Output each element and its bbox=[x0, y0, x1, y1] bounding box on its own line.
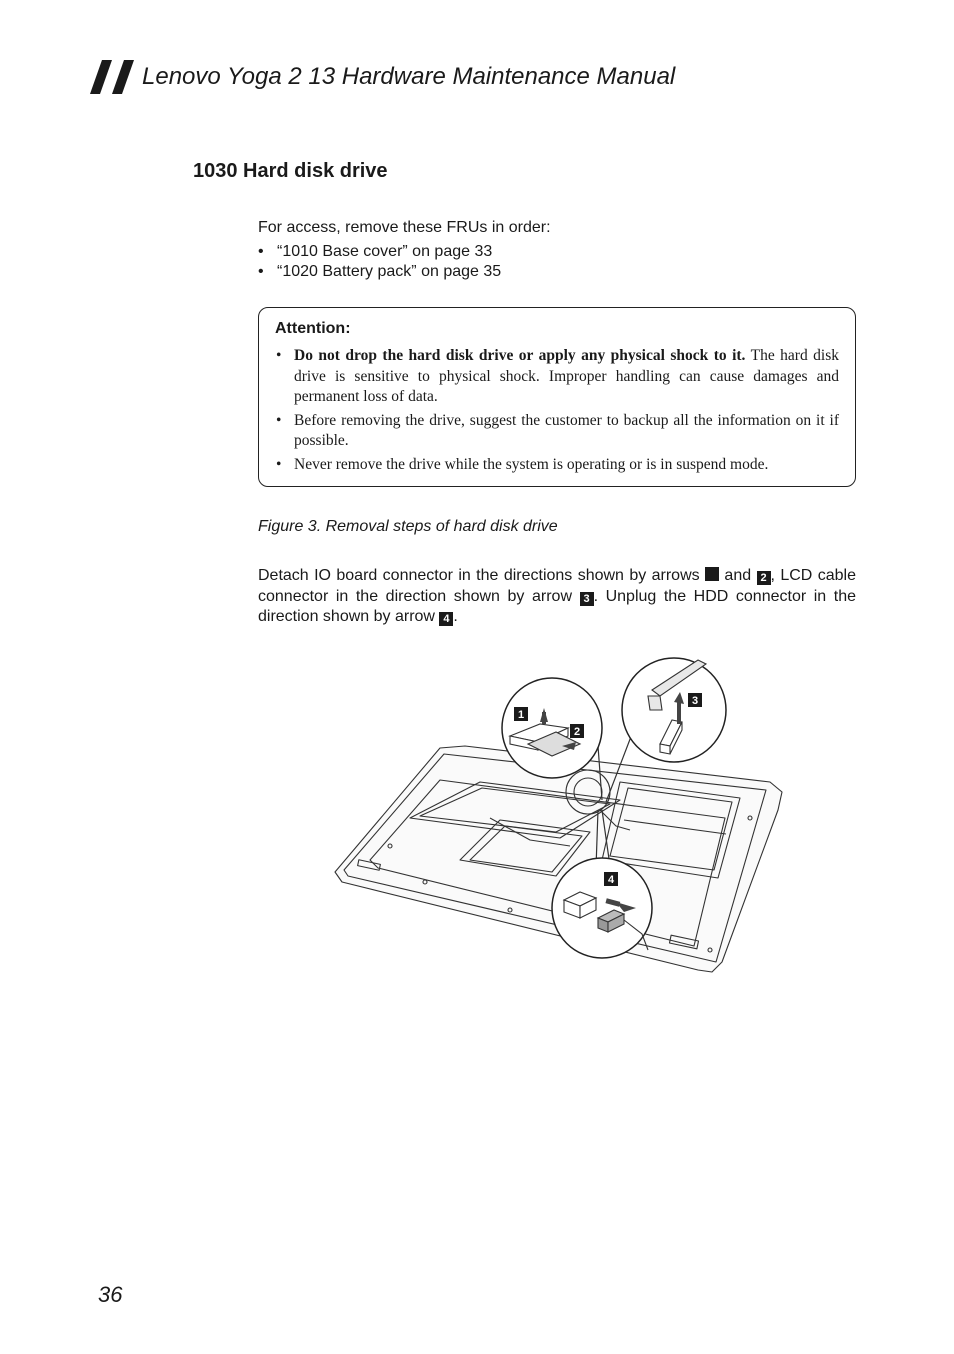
attention-item-text: The hard disk drive is sensitive to physical shock. Improper handling can cause damages and permanent loss of data. bbox=[294, 347, 839, 405]
manual-title: Lenovo Yoga 2 13 Hardware Maintenance Manual bbox=[142, 63, 676, 90]
instruction-text: . Unplug the HDD connector in the direction shown by arrow bbox=[258, 587, 857, 625]
instruction-text: and bbox=[719, 567, 757, 584]
arrow-tag-4: 4 bbox=[439, 612, 453, 626]
fru-list-item: • “1010 Base cover” on page 33 bbox=[258, 242, 551, 262]
callout-label-2: 2 bbox=[573, 726, 581, 738]
attention-item-text: Before removing the drive, suggest the customer to backup all the information on it if possible. bbox=[294, 411, 839, 449]
callout-label-3: 3 bbox=[691, 695, 699, 707]
arrow-tag-3: 3 bbox=[580, 592, 594, 606]
callout-label-1: 1 bbox=[517, 709, 525, 721]
attention-item-text: Never remove the drive while the system is operating or is in suspend mode. bbox=[294, 455, 769, 473]
instruction-text: Detach IO board connector in the directions shown by arrows bbox=[258, 567, 706, 584]
section-title: 1030 Hard disk drive bbox=[193, 160, 388, 182]
page-number: 36 bbox=[98, 1282, 123, 1307]
hdd-removal-diagram bbox=[330, 650, 790, 980]
attention-box bbox=[258, 307, 856, 487]
attention-item-bold: Do not drop the hard disk drive or apply any physical shock to it. bbox=[294, 347, 746, 364]
figure-caption: Figure 3. Removal steps of hard disk drive bbox=[258, 518, 558, 535]
attention-list bbox=[275, 346, 839, 475]
arrow-tag-1 bbox=[705, 567, 719, 581]
callout-label-4: 4 bbox=[607, 874, 615, 886]
fru-list-item: • “1020 Battery pack” on page 35 bbox=[258, 262, 551, 282]
arrow-tag-2: 2 bbox=[757, 571, 771, 585]
header-slash-logo-icon bbox=[90, 60, 136, 94]
instruction-text: , LCD cable connector in the direction shown by arrow bbox=[258, 567, 857, 605]
attention-item bbox=[275, 455, 839, 476]
instruction-text: . bbox=[453, 608, 458, 625]
fru-lead-text: For access, remove these FRUs in order: bbox=[258, 219, 551, 236]
removal-instructions bbox=[258, 566, 856, 628]
fru-list bbox=[258, 242, 551, 282]
fru-prerequisites bbox=[258, 218, 551, 282]
attention-item bbox=[275, 346, 839, 408]
attention-item bbox=[275, 411, 839, 452]
attention-title: Attention: bbox=[275, 320, 351, 337]
